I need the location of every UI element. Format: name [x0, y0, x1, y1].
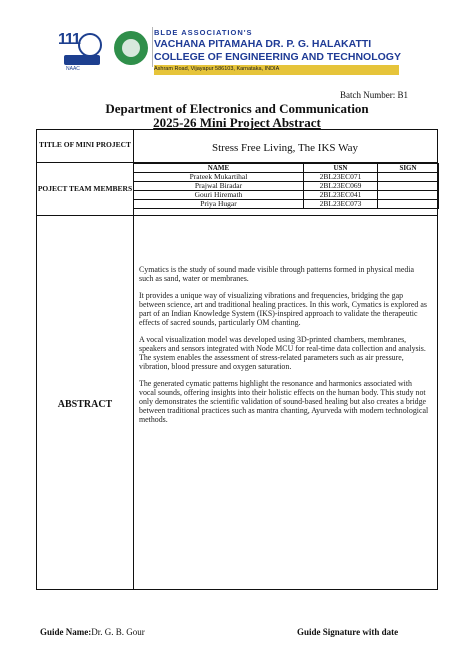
name-column-header: NAME — [134, 164, 304, 173]
usn-column-header: USN — [304, 164, 378, 173]
member-usn: 2BL23EC069 — [304, 182, 378, 191]
department-heading: Department of Electronics and Communication — [105, 101, 369, 116]
member-name: Prajwal Biradar — [134, 182, 304, 191]
table-row — [134, 173, 439, 182]
member-name: Prateek Mukartihal — [134, 173, 304, 182]
team-label: POJECT TEAM MEMBERS — [37, 184, 133, 193]
logo-tag: NAAC — [66, 66, 80, 72]
guide-name-label: Guide Name: — [40, 627, 92, 637]
abstract-paragraph: The generated cymatic patterns highlight the resonance and harmonics associated with vocal sounds, offering insights into their holistic effects on the human body. This study not only demonstrates the scientific validation of sound-based healing but also creates a bridge between traditional practices such as mantra chanting, Ayurveda with modern technological methods. — [139, 379, 429, 424]
college-name-line2: COLLEGE OF ENGINEERING AND TECHNOLOGY — [154, 51, 401, 63]
logo-banner — [64, 55, 100, 65]
emblem-center — [122, 39, 140, 57]
college-name-line1: VACHANA PITAMAHA DR. P. G. HALAKATTI — [154, 38, 372, 50]
abstract-form-table — [36, 129, 438, 590]
letterhead-divider — [152, 27, 153, 67]
table-row — [134, 182, 439, 191]
row-divider — [37, 215, 437, 216]
abstract-body — [139, 265, 429, 432]
abstract-label: ABSTRACT — [57, 399, 113, 410]
member-sign — [378, 173, 439, 182]
sign-column-header: SIGN — [378, 164, 439, 173]
batch-number: Batch Number: B1 — [340, 90, 408, 100]
member-sign — [378, 191, 439, 200]
guide-name-value: Dr. G. B. Gour — [91, 627, 145, 637]
member-sign — [378, 200, 439, 209]
institution-logo — [56, 29, 108, 71]
abstract-paragraph: A vocal visualization model was developed using 3D-printed chambers, membranes, speakers and sensors integrated with Node MCU for real-time data collection and analysis. The system enables the assessment of stress-related parameters such as air pressure, vibration, blood pressure and oxygen saturation. — [139, 335, 426, 371]
member-usn: 2BL23EC073 — [304, 200, 378, 209]
member-name: Gouri Hiremath — [134, 191, 304, 200]
abstract-paragraph: It provides a unique way of visualizing vibrations and frequencies, bridging the gap between science, art and traditional healing practices. In this work, Cymatics is explored as part of an Indian Knowledge System (IKS)-inspired approach to validate the therapeutic effects of sacred sounds, particularly OM chanting. — [139, 291, 427, 327]
member-usn: 2BL23EC071 — [304, 173, 378, 182]
guide-name — [40, 627, 145, 637]
abstract-year-heading: 2025-26 Mini Project Abstract — [153, 115, 321, 130]
association-name: BLDE ASSOCIATION'S — [154, 28, 253, 37]
member-name: Priya Hugar — [134, 200, 304, 209]
member-sign — [378, 182, 439, 191]
college-address: Ashram Road, Vijayapur 586103, Karnataka, INDIA — [154, 66, 280, 72]
logo-number: 111 — [58, 31, 80, 48]
project-title: Stress Free Living, The IKS Way — [212, 142, 358, 154]
letterhead — [54, 25, 410, 80]
college-emblem — [114, 31, 148, 65]
table-row — [134, 191, 439, 200]
title-label: TITLE OF MINI PROJECT — [38, 140, 132, 149]
table-row — [134, 200, 439, 209]
members-header-row — [134, 164, 439, 173]
guide-signature-label: Guide Signature with date — [297, 627, 399, 637]
abstract-paragraph: Cymatics is the study of sound made visible through patterns formed in physical media such as sand, water or membranes. — [139, 265, 415, 283]
logo-ring — [78, 33, 102, 57]
members-table — [133, 163, 439, 209]
member-usn: 2BL23EC041 — [304, 191, 378, 200]
